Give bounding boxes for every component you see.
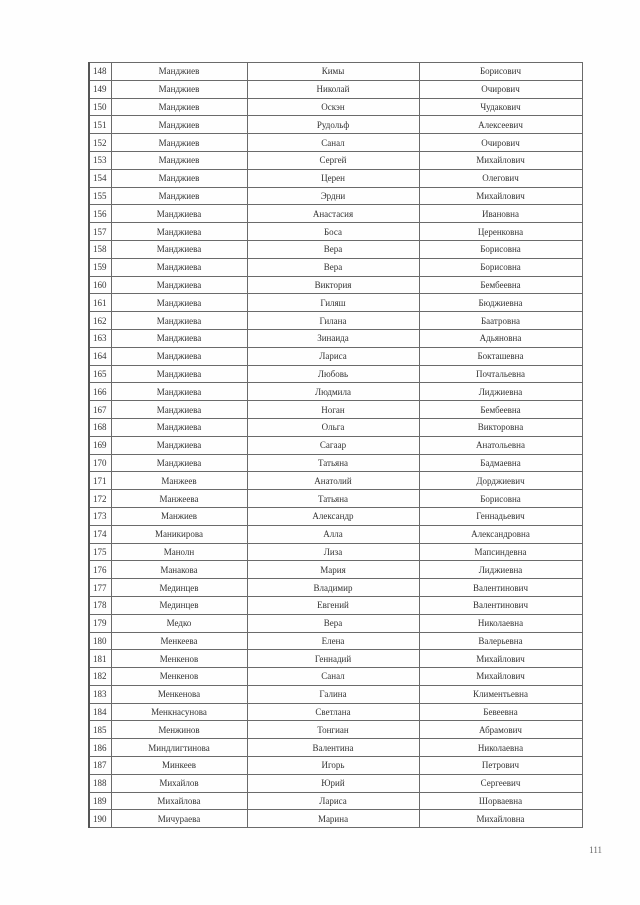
first-name-cell: Марина bbox=[247, 810, 419, 828]
first-name-cell: Вера bbox=[247, 614, 419, 632]
table-row bbox=[89, 472, 582, 490]
patronymic-cell: Бевеевна bbox=[419, 703, 582, 721]
page-number: 111 bbox=[589, 845, 602, 855]
patronymic-cell: Анатольевна bbox=[419, 436, 582, 454]
table-row bbox=[89, 151, 582, 169]
first-name-cell: Мария bbox=[247, 561, 419, 579]
table-row bbox=[89, 134, 582, 152]
last-name-cell: Манджиева bbox=[111, 205, 247, 223]
row-number-cell: 154 bbox=[89, 169, 111, 187]
last-name-cell: Менжинов bbox=[111, 721, 247, 739]
patronymic-cell: Баатровна bbox=[419, 312, 582, 330]
first-name-cell: Зинаида bbox=[247, 329, 419, 347]
table-row bbox=[89, 810, 582, 828]
last-name-cell: Манджиев bbox=[111, 116, 247, 134]
last-name-cell: Менкнасунова bbox=[111, 703, 247, 721]
table-row bbox=[89, 401, 582, 419]
first-name-cell: Гиляш bbox=[247, 294, 419, 312]
last-name-cell: Менкенов bbox=[111, 668, 247, 686]
patronymic-cell: Валентинович bbox=[419, 579, 582, 597]
last-name-cell: Манджиева bbox=[111, 383, 247, 401]
table-row bbox=[89, 294, 582, 312]
table-row bbox=[89, 418, 582, 436]
first-name-cell: Вера bbox=[247, 258, 419, 276]
patronymic-cell: Бембеевна bbox=[419, 401, 582, 419]
first-name-cell: Любовь bbox=[247, 365, 419, 383]
row-number-cell: 174 bbox=[89, 525, 111, 543]
row-number-cell: 169 bbox=[89, 436, 111, 454]
last-name-cell: Манджиева bbox=[111, 294, 247, 312]
row-number-cell: 181 bbox=[89, 650, 111, 668]
first-name-cell: Церен bbox=[247, 169, 419, 187]
last-name-cell: Манджиева bbox=[111, 347, 247, 365]
row-number-cell: 171 bbox=[89, 472, 111, 490]
patronymic-cell: Церенковна bbox=[419, 223, 582, 241]
row-number-cell: 186 bbox=[89, 739, 111, 757]
table-row bbox=[89, 792, 582, 810]
row-number-cell: 165 bbox=[89, 365, 111, 383]
patronymic-cell: Борисович bbox=[419, 63, 582, 81]
row-number-cell: 150 bbox=[89, 98, 111, 116]
last-name-cell: Манжеев bbox=[111, 472, 247, 490]
table-row bbox=[89, 205, 582, 223]
row-number-cell: 170 bbox=[89, 454, 111, 472]
table-row bbox=[89, 757, 582, 775]
table-row bbox=[89, 685, 582, 703]
first-name-cell: Лиза bbox=[247, 543, 419, 561]
row-number-cell: 166 bbox=[89, 383, 111, 401]
patronymic-cell: Ивановна bbox=[419, 205, 582, 223]
patronymic-cell: Очирович bbox=[419, 134, 582, 152]
first-name-cell: Сергей bbox=[247, 151, 419, 169]
last-name-cell: Маникирова bbox=[111, 525, 247, 543]
first-name-cell: Игорь bbox=[247, 757, 419, 775]
first-name-cell: Ноган bbox=[247, 401, 419, 419]
patronymic-cell: Николаевна bbox=[419, 739, 582, 757]
table-row bbox=[89, 258, 582, 276]
patronymic-cell: Очирович bbox=[419, 80, 582, 98]
patronymic-cell: Чудакович bbox=[419, 98, 582, 116]
first-name-cell: Татьяна bbox=[247, 454, 419, 472]
row-number-cell: 168 bbox=[89, 418, 111, 436]
first-name-cell: Николай bbox=[247, 80, 419, 98]
row-number-cell: 157 bbox=[89, 223, 111, 241]
row-number-cell: 148 bbox=[89, 63, 111, 81]
first-name-cell: Санал bbox=[247, 134, 419, 152]
last-name-cell: Манжеева bbox=[111, 490, 247, 508]
row-number-cell: 184 bbox=[89, 703, 111, 721]
table-row bbox=[89, 80, 582, 98]
last-name-cell: Мединцев bbox=[111, 596, 247, 614]
last-name-cell: Менкенова bbox=[111, 685, 247, 703]
table-row bbox=[89, 436, 582, 454]
patronymic-cell: Абрамович bbox=[419, 721, 582, 739]
first-name-cell: Людмила bbox=[247, 383, 419, 401]
names-table bbox=[88, 62, 583, 828]
patronymic-cell: Геннадьевич bbox=[419, 507, 582, 525]
table-row bbox=[89, 507, 582, 525]
row-number-cell: 159 bbox=[89, 258, 111, 276]
row-number-cell: 175 bbox=[89, 543, 111, 561]
last-name-cell: Манджиева bbox=[111, 312, 247, 330]
table-row bbox=[89, 579, 582, 597]
first-name-cell: Геннадий bbox=[247, 650, 419, 668]
first-name-cell: Гилана bbox=[247, 312, 419, 330]
first-name-cell: Валентина bbox=[247, 739, 419, 757]
row-number-cell: 158 bbox=[89, 240, 111, 258]
table-row bbox=[89, 454, 582, 472]
last-name-cell: Мединцев bbox=[111, 579, 247, 597]
row-number-cell: 188 bbox=[89, 774, 111, 792]
row-number-cell: 162 bbox=[89, 312, 111, 330]
table-row bbox=[89, 774, 582, 792]
table-row bbox=[89, 98, 582, 116]
patronymic-cell: Борисовна bbox=[419, 240, 582, 258]
patronymic-cell: Петрович bbox=[419, 757, 582, 775]
last-name-cell: Михайлов bbox=[111, 774, 247, 792]
first-name-cell: Алла bbox=[247, 525, 419, 543]
last-name-cell: Манджиева bbox=[111, 418, 247, 436]
patronymic-cell: Михайлович bbox=[419, 187, 582, 205]
table-row bbox=[89, 703, 582, 721]
first-name-cell: Татьяна bbox=[247, 490, 419, 508]
patronymic-cell: Шорваевна bbox=[419, 792, 582, 810]
first-name-cell: Лариса bbox=[247, 792, 419, 810]
last-name-cell: Манджиев bbox=[111, 80, 247, 98]
last-name-cell: Манджиев bbox=[111, 98, 247, 116]
row-number-cell: 153 bbox=[89, 151, 111, 169]
table-row bbox=[89, 187, 582, 205]
first-name-cell: Оскэн bbox=[247, 98, 419, 116]
table-row bbox=[89, 525, 582, 543]
patronymic-cell: Дорджиевич bbox=[419, 472, 582, 490]
first-name-cell: Кимы bbox=[247, 63, 419, 81]
last-name-cell: Манджиева bbox=[111, 240, 247, 258]
table-row bbox=[89, 490, 582, 508]
row-number-cell: 190 bbox=[89, 810, 111, 828]
table-row bbox=[89, 276, 582, 294]
table-row bbox=[89, 739, 582, 757]
patronymic-cell: Валентинович bbox=[419, 596, 582, 614]
patronymic-cell: Сергеевич bbox=[419, 774, 582, 792]
row-number-cell: 164 bbox=[89, 347, 111, 365]
first-name-cell: Санал bbox=[247, 668, 419, 686]
last-name-cell: Манджиева bbox=[111, 365, 247, 383]
last-name-cell: Менкенов bbox=[111, 650, 247, 668]
last-name-cell: Манолн bbox=[111, 543, 247, 561]
table-row bbox=[89, 632, 582, 650]
last-name-cell: Минкеев bbox=[111, 757, 247, 775]
first-name-cell: Светлана bbox=[247, 703, 419, 721]
row-number-cell: 177 bbox=[89, 579, 111, 597]
table-row bbox=[89, 614, 582, 632]
patronymic-cell: Николаевна bbox=[419, 614, 582, 632]
first-name-cell: Евгений bbox=[247, 596, 419, 614]
row-number-cell: 155 bbox=[89, 187, 111, 205]
row-number-cell: 189 bbox=[89, 792, 111, 810]
row-number-cell: 152 bbox=[89, 134, 111, 152]
last-name-cell: Манджиева bbox=[111, 436, 247, 454]
table-row bbox=[89, 240, 582, 258]
first-name-cell: Александр bbox=[247, 507, 419, 525]
row-number-cell: 167 bbox=[89, 401, 111, 419]
table-row bbox=[89, 312, 582, 330]
row-number-cell: 163 bbox=[89, 329, 111, 347]
last-name-cell: Мичураева bbox=[111, 810, 247, 828]
names-table-body bbox=[89, 63, 582, 828]
patronymic-cell: Бембеевна bbox=[419, 276, 582, 294]
patronymic-cell: Адьяновна bbox=[419, 329, 582, 347]
last-name-cell: Манджиев bbox=[111, 63, 247, 81]
row-number-cell: 173 bbox=[89, 507, 111, 525]
table-row bbox=[89, 223, 582, 241]
row-number-cell: 176 bbox=[89, 561, 111, 579]
last-name-cell: Манджиев bbox=[111, 187, 247, 205]
patronymic-cell: Викторовна bbox=[419, 418, 582, 436]
table-row bbox=[89, 561, 582, 579]
table-row bbox=[89, 329, 582, 347]
first-name-cell: Виктория bbox=[247, 276, 419, 294]
table-row bbox=[89, 63, 582, 81]
last-name-cell: Манакова bbox=[111, 561, 247, 579]
table-row bbox=[89, 721, 582, 739]
last-name-cell: Михайлова bbox=[111, 792, 247, 810]
patronymic-cell: Бадмаевна bbox=[419, 454, 582, 472]
table-row bbox=[89, 668, 582, 686]
first-name-cell: Боса bbox=[247, 223, 419, 241]
table-row bbox=[89, 543, 582, 561]
table-row bbox=[89, 383, 582, 401]
patronymic-cell: Лиджиевна bbox=[419, 561, 582, 579]
last-name-cell: Менкеева bbox=[111, 632, 247, 650]
last-name-cell: Манджиева bbox=[111, 454, 247, 472]
last-name-cell: Манджиева bbox=[111, 401, 247, 419]
patronymic-cell: Мапсиндевна bbox=[419, 543, 582, 561]
row-number-cell: 149 bbox=[89, 80, 111, 98]
row-number-cell: 182 bbox=[89, 668, 111, 686]
first-name-cell: Анастасия bbox=[247, 205, 419, 223]
row-number-cell: 185 bbox=[89, 721, 111, 739]
table-row bbox=[89, 365, 582, 383]
last-name-cell: Манджиев bbox=[111, 169, 247, 187]
patronymic-cell: Валерьевна bbox=[419, 632, 582, 650]
last-name-cell: Манджиев bbox=[111, 134, 247, 152]
patronymic-cell: Михайлович bbox=[419, 668, 582, 686]
first-name-cell: Эрдни bbox=[247, 187, 419, 205]
first-name-cell: Анатолий bbox=[247, 472, 419, 490]
patronymic-cell: Бюджиевна bbox=[419, 294, 582, 312]
patronymic-cell: Бокташевна bbox=[419, 347, 582, 365]
first-name-cell: Рудольф bbox=[247, 116, 419, 134]
first-name-cell: Галина bbox=[247, 685, 419, 703]
patronymic-cell: Олегович bbox=[419, 169, 582, 187]
row-number-cell: 179 bbox=[89, 614, 111, 632]
first-name-cell: Юрий bbox=[247, 774, 419, 792]
table-row bbox=[89, 650, 582, 668]
row-number-cell: 183 bbox=[89, 685, 111, 703]
row-number-cell: 187 bbox=[89, 757, 111, 775]
patronymic-cell: Михайловна bbox=[419, 810, 582, 828]
table-row bbox=[89, 596, 582, 614]
table-row bbox=[89, 169, 582, 187]
last-name-cell: Миндлигтинова bbox=[111, 739, 247, 757]
row-number-cell: 156 bbox=[89, 205, 111, 223]
first-name-cell: Ольга bbox=[247, 418, 419, 436]
patronymic-cell: Лиджиевна bbox=[419, 383, 582, 401]
patronymic-cell: Михайлович bbox=[419, 151, 582, 169]
patronymic-cell: Алексеевич bbox=[419, 116, 582, 134]
last-name-cell: Манджиева bbox=[111, 276, 247, 294]
row-number-cell: 178 bbox=[89, 596, 111, 614]
patronymic-cell: Александровна bbox=[419, 525, 582, 543]
patronymic-cell: Борисовна bbox=[419, 490, 582, 508]
first-name-cell: Владимир bbox=[247, 579, 419, 597]
row-number-cell: 151 bbox=[89, 116, 111, 134]
table-row bbox=[89, 116, 582, 134]
patronymic-cell: Климентьевна bbox=[419, 685, 582, 703]
last-name-cell: Медко bbox=[111, 614, 247, 632]
last-name-cell: Манджиева bbox=[111, 329, 247, 347]
row-number-cell: 160 bbox=[89, 276, 111, 294]
last-name-cell: Манджиев bbox=[111, 151, 247, 169]
first-name-cell: Вера bbox=[247, 240, 419, 258]
first-name-cell: Тонгиан bbox=[247, 721, 419, 739]
row-number-cell: 161 bbox=[89, 294, 111, 312]
first-name-cell: Сагаар bbox=[247, 436, 419, 454]
table-row bbox=[89, 347, 582, 365]
first-name-cell: Елена bbox=[247, 632, 419, 650]
last-name-cell: Манджиева bbox=[111, 223, 247, 241]
row-number-cell: 172 bbox=[89, 490, 111, 508]
patronymic-cell: Почтальевна bbox=[419, 365, 582, 383]
patronymic-cell: Михайлович bbox=[419, 650, 582, 668]
last-name-cell: Манджиева bbox=[111, 258, 247, 276]
patronymic-cell: Борисовна bbox=[419, 258, 582, 276]
row-number-cell: 180 bbox=[89, 632, 111, 650]
last-name-cell: Манжиев bbox=[111, 507, 247, 525]
first-name-cell: Лариса bbox=[247, 347, 419, 365]
